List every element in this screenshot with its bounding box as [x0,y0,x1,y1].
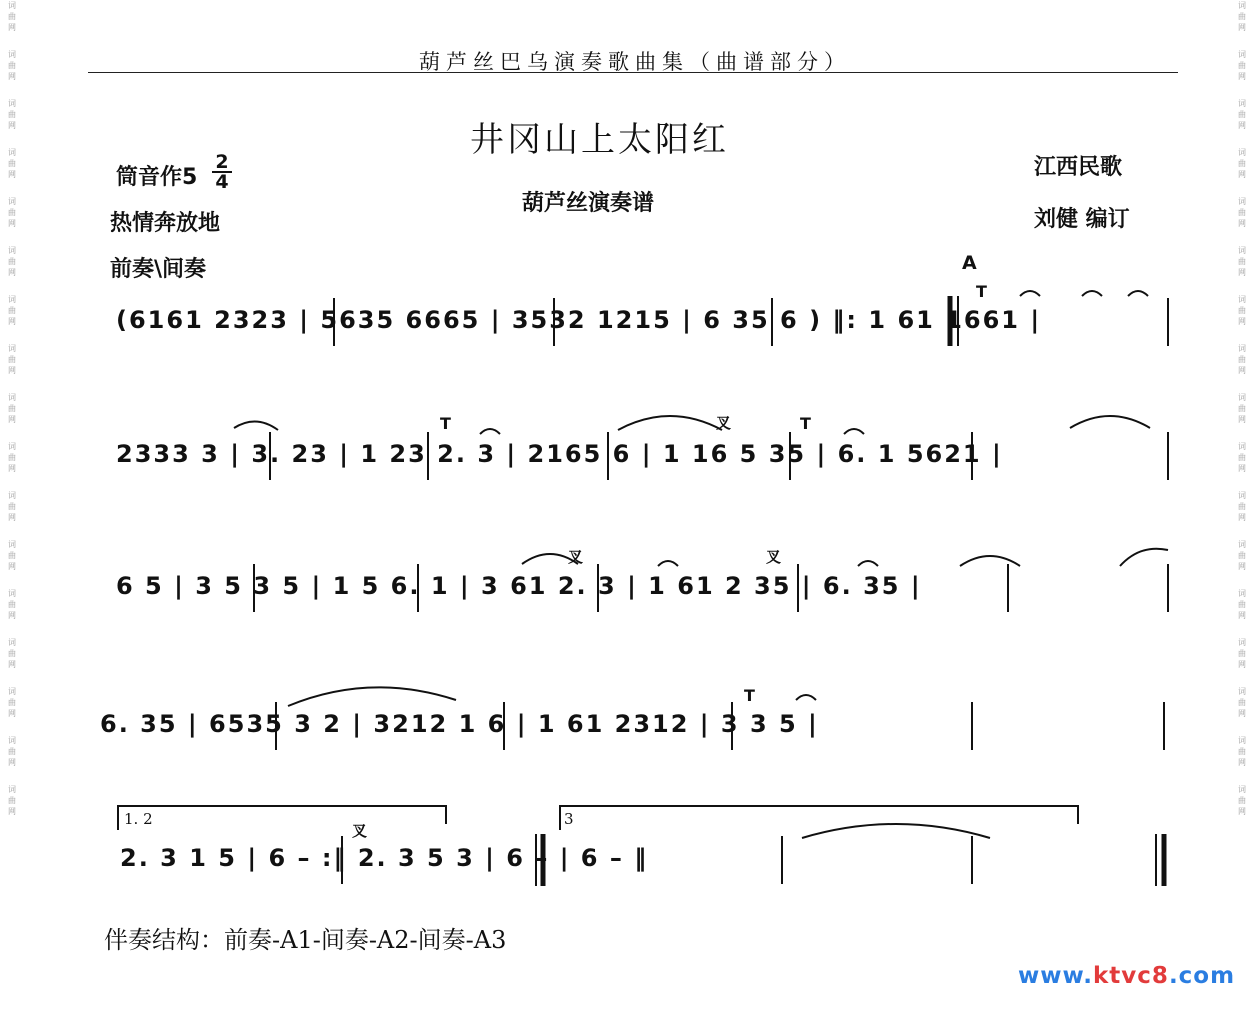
watermark-glyph: 网 [8,464,16,473]
score-subtitle: 葫芦丝演奏谱 [522,191,655,216]
slur-11 [858,561,878,566]
score-row-1: (6161 2323 | 5635 6665 | 3532 1215 | 6 35 6 ) ‖: 1 61 1661 | [116,306,1042,334]
slur-14 [288,687,456,706]
watermark-glyph: 曲 [8,502,16,511]
score-row-4: 6. 35 | 6535 3 2 | 3212 1 6 | 1 61 2312 | 3 3 5 | [100,710,819,738]
watermark-glyph: 网 [1238,219,1246,228]
watermark-glyph: 曲 [1238,159,1246,168]
watermark-glyph: 网 [8,317,16,326]
watermark-glyph: 曲 [1238,698,1246,707]
slur-7 [844,429,864,434]
watermark-glyph: 网 [1238,464,1246,473]
watermark-glyph: 词 [8,393,16,402]
watermark-glyph: 词 [1238,344,1246,353]
watermark-glyph: 网 [8,219,16,228]
logo-part-2: ktvc8 [1093,963,1169,989]
watermark-glyph: 网 [8,23,16,32]
articulation-t-1: T [976,282,987,301]
watermark-glyph: 网 [1238,72,1246,81]
volta-bracket-3 [560,806,1078,830]
slur-10 [658,561,678,566]
logo-part-1: www. [1018,963,1094,989]
watermark-glyph: 曲 [1238,453,1246,462]
articulation-cha-3: 叉 [766,548,782,566]
watermark-glyph: 词 [8,344,16,353]
watermark-glyph: 曲 [1238,355,1246,364]
watermark-glyph: 词 [1238,295,1246,304]
watermark-glyph: 曲 [8,453,16,462]
watermark-glyph: 词 [8,638,16,647]
watermark-glyph: 网 [1238,23,1246,32]
watermark-glyph: 词 [1238,197,1246,206]
logo-part-3: .com [1168,963,1236,989]
section-mark-a: A [962,252,977,274]
watermark-glyph: 曲 [8,404,16,413]
watermark-glyph: 词 [1238,589,1246,598]
watermark-glyph: 曲 [1238,649,1246,658]
articulation-t-3: T [800,414,811,433]
articulation-t-4: T [744,686,755,705]
volta-3-label: 3 [564,810,574,828]
watermark-glyph: 网 [1238,317,1246,326]
watermark-glyph: 曲 [8,551,16,560]
watermark-glyph: 词 [8,50,16,59]
song-origin: 江西民歌 [1034,155,1123,180]
watermark-glyph: 曲 [1238,404,1246,413]
watermark-glyph: 曲 [1238,747,1246,756]
watermark-glyph: 词 [8,687,16,696]
watermark-glyph: 词 [1238,785,1246,794]
watermark-glyph: 词 [8,491,16,500]
watermark-glyph: 词 [8,442,16,451]
watermark-glyph: 网 [1238,513,1246,522]
watermark-glyph: 词 [1238,491,1246,500]
watermark-glyph: 曲 [8,208,16,217]
volta-1-2-label: 1. 2 [124,810,153,828]
articulation-cha-4: 叉 [352,822,368,840]
watermark-glyph: 曲 [8,12,16,21]
slur-5 [480,429,500,434]
accompaniment-structure: 伴奏结构：前奏-A1-间奏-A2-间奏-A3 [104,926,507,954]
watermark-glyph: 曲 [1238,12,1246,21]
watermark-glyph: 曲 [8,61,16,70]
watermark-glyph: 网 [1238,121,1246,130]
watermark-glyph: 网 [8,513,16,522]
time-signature-bottom: 4 [215,171,229,193]
slur-2 [1082,291,1102,296]
intro-label: 前奏\间奏 [110,257,207,282]
articulation-cha-2: 叉 [568,548,584,566]
score-row-3: 6 5 | 3 5 3 5 | 1 5 6. 1 | 3 61 2. 3 | 1 61 2 35 | 6. 35 | [116,572,922,600]
watermark-glyph: 词 [8,197,16,206]
watermark-glyph: 网 [1238,170,1246,179]
watermark-glyph: 网 [1238,415,1246,424]
watermark-glyph: 曲 [8,600,16,609]
watermark-glyph: 网 [8,758,16,767]
slur-4 [234,421,278,430]
key-signature: 筒音作5 [116,165,198,190]
watermark-glyph: 网 [1238,611,1246,620]
watermark-glyph: 网 [8,709,16,718]
watermark-glyph: 词 [1238,687,1246,696]
watermark-glyph: 词 [8,1,16,10]
watermark-glyph: 词 [8,785,16,794]
watermark-glyph: 网 [1238,807,1246,816]
watermark-glyph: 曲 [1238,600,1246,609]
time-signature-top: 2 [215,151,229,173]
watermark-glyph: 网 [8,366,16,375]
watermark-glyph: 词 [8,99,16,108]
slur-16 [802,824,990,838]
watermark-glyph: 词 [1238,393,1246,402]
slur-8 [1070,416,1150,428]
watermark-glyph: 词 [1238,638,1246,647]
watermark-glyph: 词 [8,736,16,745]
tempo-marking: 热情奔放地 [110,211,221,236]
watermark-glyph: 网 [1238,268,1246,277]
watermark-glyph: 曲 [1238,551,1246,560]
watermark-glyph: 曲 [1238,502,1246,511]
book-header: 葫芦丝巴乌演奏歌曲集（曲谱部分） [419,50,851,74]
watermark-glyph: 网 [1238,562,1246,571]
watermark-glyph: 网 [1238,758,1246,767]
watermark-glyph: 词 [8,589,16,598]
watermark-glyph: 曲 [8,306,16,315]
watermark-glyph: 词 [1238,246,1246,255]
watermark-glyph: 词 [1238,99,1246,108]
watermark-glyph: 网 [8,562,16,571]
watermark-glyph: 词 [1238,1,1246,10]
watermark-glyph: 曲 [8,159,16,168]
watermark-glyph: 曲 [1238,208,1246,217]
articulation-cha-1: 叉 [716,414,732,432]
watermark-glyph: 网 [1238,709,1246,718]
watermark-glyph: 词 [8,540,16,549]
watermark-glyph: 网 [8,415,16,424]
watermark-glyph: 网 [8,170,16,179]
watermark-glyph: 网 [1238,660,1246,669]
watermark-glyph: 曲 [1238,796,1246,805]
watermark-glyph: 词 [8,246,16,255]
site-logo [1018,963,1235,989]
watermark-glyph: 曲 [8,796,16,805]
watermark-glyph: 网 [8,807,16,816]
slur-3 [1128,291,1148,296]
slur-13 [1120,549,1168,566]
song-title: 井冈山上太阳红 [470,120,729,160]
watermark-glyph: 曲 [1238,306,1246,315]
watermark-glyph: 网 [8,611,16,620]
watermark-glyph: 曲 [1238,257,1246,266]
watermark-glyph: 词 [8,295,16,304]
watermark-glyph: 曲 [8,110,16,119]
watermark-glyph: 词 [1238,148,1246,157]
slur-15 [796,695,816,700]
watermark-glyph: 网 [8,660,16,669]
slur-12 [960,556,1020,566]
slur-9 [522,554,578,564]
watermark-glyph: 曲 [1238,110,1246,119]
watermark-glyph: 曲 [8,747,16,756]
watermark-glyph: 曲 [8,649,16,658]
watermark-glyph: 词 [1238,442,1246,451]
score-row-2: 2333 3 | 3. 23 | 1 23 2. 3 | 2165 6 | 1 16 5 35 | 6. 1 5621 | [116,440,1003,468]
watermark-glyph: 曲 [1238,61,1246,70]
slur-6 [618,416,722,430]
watermark-glyph: 网 [8,268,16,277]
watermark-glyph: 词 [1238,736,1246,745]
watermark-glyph: 网 [8,121,16,130]
articulation-t-2: T [440,414,451,433]
slur-1 [1020,291,1040,296]
watermark-glyph: 网 [1238,366,1246,375]
watermark-glyph: 曲 [8,698,16,707]
watermark-glyph: 词 [1238,540,1246,549]
arranger: 刘健 编订 [1034,207,1130,232]
watermark-glyph: 网 [8,72,16,81]
watermark-glyph: 曲 [8,257,16,266]
watermark-glyph: 词 [8,148,16,157]
score-row-5: 2. 3 1 5 | 6 – :‖ 2. 3 5 3 | 6 – | 6 – ‖ [120,844,649,872]
watermark-glyph: 曲 [8,355,16,364]
volta-bracket-1-2 [118,806,446,830]
watermark-glyph: 词 [1238,50,1246,59]
